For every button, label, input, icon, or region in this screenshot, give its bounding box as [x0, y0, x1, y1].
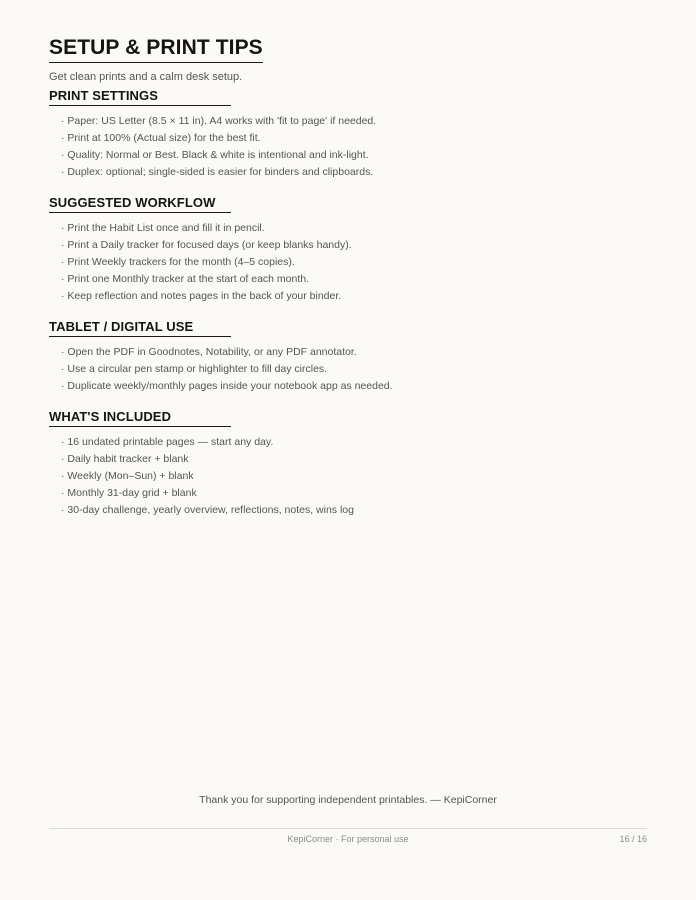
list-item: · 16 undated printable pages — start any day.: [61, 436, 274, 448]
list-item: · Monthly 31-day grid + blank: [61, 487, 197, 499]
section-tablet-digital-use: [49, 319, 609, 395]
page-number: 16 / 16: [619, 834, 647, 844]
document-page: [49, 0, 647, 900]
bullet-list: [49, 434, 609, 519]
bullet-list: [49, 113, 609, 181]
list-item: · Print one Monthly tracker at the start of each month.: [61, 273, 310, 285]
list-item: · Open the PDF in Goodnotes, Notability, or any PDF annotator.: [61, 346, 357, 358]
list-item: · Paper: US Letter (8.5 × 11 in). A4 works with 'fit to page' if needed.: [61, 115, 377, 127]
list-item: · 30-day challenge, yearly overview, reflections, notes, wins log: [61, 504, 354, 516]
section-print-settings: [49, 88, 609, 181]
section-heading: PRINT SETTINGS: [49, 88, 231, 106]
list-item: · Print a Daily tracker for focused days (or keep blanks handy).: [61, 239, 352, 251]
list-item: · Duplicate weekly/monthly pages inside your notebook app as needed.: [61, 380, 393, 392]
list-item: · Quality: Normal or Best. Black & white is intentional and ink-light.: [61, 149, 369, 161]
list-item: · Print the Habit List once and fill it in pencil.: [61, 222, 265, 234]
list-item: · Keep reflection and notes pages in the back of your binder.: [61, 290, 342, 302]
footer-divider: [49, 828, 647, 829]
section-heading: WHAT'S INCLUDED: [49, 409, 231, 427]
section-heading: TABLET / DIGITAL USE: [49, 319, 231, 337]
bullet-list: [49, 344, 609, 395]
section-whats-included: [49, 409, 609, 519]
bullet-list: [49, 220, 609, 305]
page-title: SETUP & PRINT TIPS: [49, 36, 263, 63]
list-item: · Daily habit tracker + blank: [61, 453, 189, 465]
list-item: · Use a circular pen stamp or highlighter to fill day circles.: [61, 363, 328, 375]
list-item: · Print Weekly trackers for the month (4–5 copies).: [61, 256, 295, 268]
section-heading: SUGGESTED WORKFLOW: [49, 195, 231, 213]
list-item: · Weekly (Mon–Sun) + blank: [61, 470, 194, 482]
page-subtitle: Get clean prints and a calm desk setup.: [49, 71, 243, 83]
section-suggested-workflow: [49, 195, 609, 305]
list-item: · Duplex: optional; single-sided is easier for binders and clipboards.: [61, 166, 374, 178]
list-item: · Print at 100% (Actual size) for the best fit.: [61, 132, 261, 144]
footer-brand: KepiCorner · For personal use: [287, 834, 409, 844]
thank-you-note: Thank you for supporting independent printables. — KepiCorner: [199, 794, 497, 806]
